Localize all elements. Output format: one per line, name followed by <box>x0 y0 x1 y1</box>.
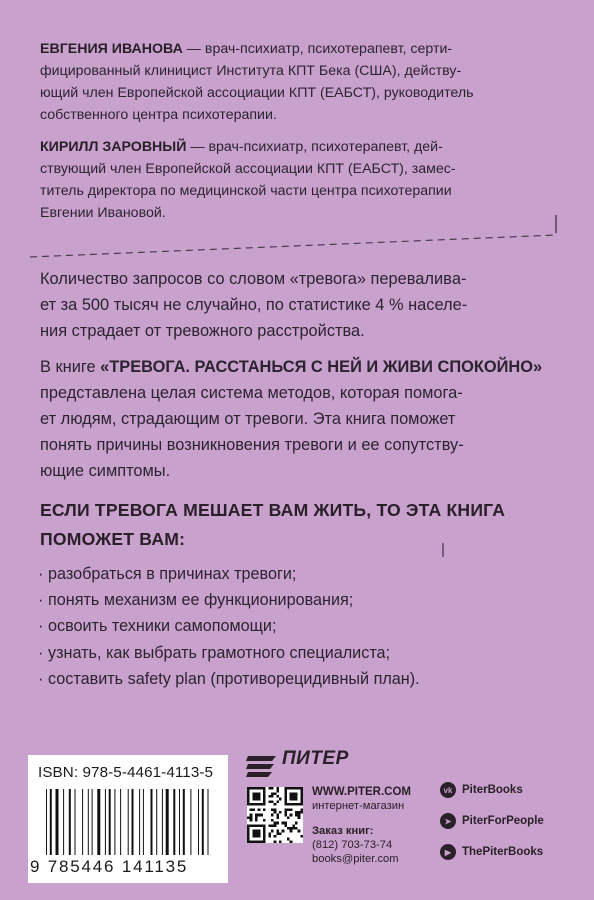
shop-info: WWW.PITER.COM интернет-магазин <box>312 786 412 812</box>
social-youtube[interactable]: ▶ ThePiterBooks <box>440 844 543 860</box>
list-item: · разобраться в причинах тревоги; <box>38 565 297 583</box>
list-item: · составить safety plan (противорецидивный план). <box>38 669 420 688</box>
description-paragraph: В книге «ТРЕВОГА. РАССТАНЬСЯ С НЕЙ И ЖИВИ СПОКОЙНО» представлена целая система методов, которая помога- ет людям, страдающим от тревоги. Эта книга поможет понять причины возникновения тревоги и ее сопутству- ющие симптомы. <box>40 358 543 480</box>
description-paragraph: Количество запросов со словом «тревога» переваливa- ет за 500 тысяч не случайно, по статистике 4 % населе- ния страдает от тревожного расстройства. <box>40 270 468 340</box>
website-link[interactable]: WWW.PITER.COM <box>312 786 412 798</box>
barcode-digits: 9 785446 141135 <box>30 857 189 876</box>
benefits-list <box>40 561 560 692</box>
list-item: · узнать, как выбрать грамотного специалиста; <box>38 643 391 662</box>
book-title: «ТРЕВОГА. РАССТАНЬСЯ С НЕЙ И ЖИВИ СПОКОЙНО» <box>100 358 543 376</box>
author-name: КИРИЛЛ ЗАРОВНЫЙ <box>40 139 187 155</box>
list-item: · понять механизм ее функционирования; <box>38 591 354 610</box>
barcode-block <box>28 755 228 883</box>
phone-number: (812) 703-73-74 <box>312 839 393 851</box>
barcode-bars <box>46 789 220 855</box>
description <box>40 266 560 494</box>
dashed-divider <box>28 213 558 261</box>
email-link[interactable]: books@piter.com <box>312 853 399 865</box>
author-bio-ivanova: ЕВГЕНИЯ ИВАНОВА — врач-психиатр, психотерапевт, серти- фицированный клиницист Института КПТ Бека (США), действу- ющий член Европейской ассоциации КПТ (ЕАБСТ), руководитель собственного центра психотерапии. <box>40 41 474 123</box>
social-telegram[interactable]: ➤ PiterForPeople <box>440 813 544 829</box>
author-bio-zarovny: КИРИЛЛ ЗАРОВНЫЙ — врач-психиатр, психотерапевт, дей- ствующий член Европейской ассоциации КПТ (ЕАБСТ), замес- титель директора по медицинской части центра психотерапии Евгении Ивановой. <box>40 139 456 221</box>
play-icon: ▶ <box>440 844 456 860</box>
author-name: ЕВГЕНИЯ ИВАНОВА <box>40 41 183 57</box>
list-item: · освоить техники самопомощи; <box>38 617 277 636</box>
tick-mark <box>438 543 448 557</box>
isbn-label: ISBN: 978-5-4461-4113-5 <box>38 764 214 781</box>
vk-icon: vk <box>440 782 456 798</box>
benefits-heading: ЕСЛИ ТРЕВОГА МЕШАЕТ ВАМ ЖИТЬ, ТО ЭТА КНИГА ПОМОЖЕТ ВАМ: <box>40 500 506 549</box>
order-info: Заказ книг: (812) 703-73-74 books@piter.com <box>312 825 399 865</box>
qr-code-icon <box>247 787 303 843</box>
telegram-icon: ➤ <box>440 813 456 829</box>
social-vk[interactable]: vk PiterBooks <box>440 782 523 798</box>
publisher-logo-text: ПИТЕР <box>282 748 349 769</box>
author-bios <box>40 38 560 234</box>
